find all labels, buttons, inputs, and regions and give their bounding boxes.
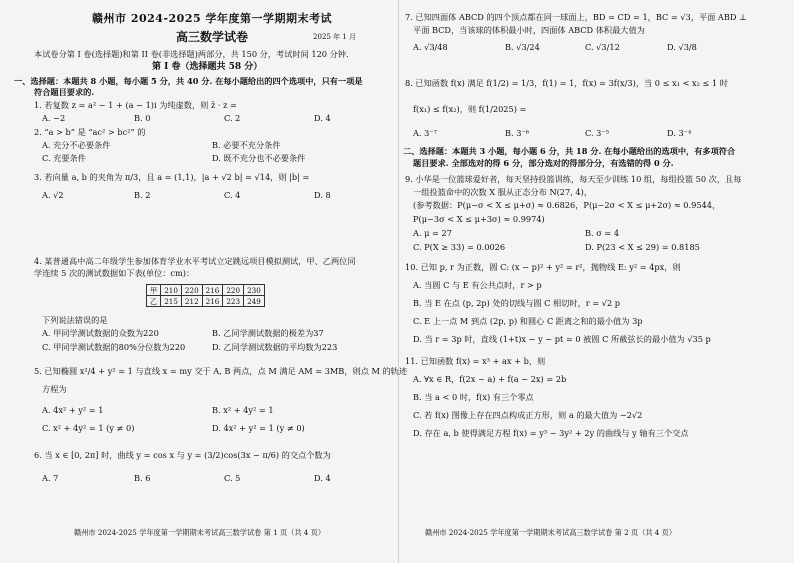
table-cell: 212 [181, 296, 202, 307]
q4-stem-cont: 学连续 5 次的测试数据如下表(单位：cm)： [34, 268, 195, 278]
table-cell: 220 [223, 285, 244, 296]
table-cell: 216 [202, 296, 223, 307]
q8-stem: 8. 已知函数 f(x) 满足 f(1/2) = 1/3，f(1) = 1，f(x) = 3f(x/3)，当 0 ≤ x₁ < x₂ ≤ 1 时 [405, 78, 728, 88]
q5-stem-cont: 方程为 [42, 384, 67, 394]
q8-option-c[interactable]: C. 3⁻⁵ [585, 128, 609, 138]
q5-stem: 5. 已知椭圆 x²/4 + y² = 1 与直线 x = my 交于 A, B 两点，点 M 满足 AM = 3MB，则点 M 的轨迹 [34, 366, 408, 376]
q3-option-b[interactable]: B. 2 [134, 190, 151, 200]
q7-option-a[interactable]: A. √3/48 [413, 42, 448, 52]
q8-option-a[interactable]: A. 3⁻⁷ [413, 128, 437, 138]
q3-stem: 3. 若向量 a, b 的夹角为 π/3，且 a = (1,1)，|a + √2 b| = √14，则 |b| = [34, 172, 310, 182]
q4-option-b[interactable]: B. 乙同学测试数据的极差为37 [212, 328, 324, 338]
q4-stem: 4. 某普通高中高二年级学生参加体育学业水平考试立定跳远项目模拟测试，甲、乙两位同 [34, 256, 356, 266]
q8-option-b[interactable]: B. 3⁻⁶ [505, 128, 530, 138]
q7-stem: 7. 已知四面体 ABCD 的四个顶点都在同一球面上，BD = CD = 1，BC = √3，平面 ABD ⊥ [405, 12, 747, 22]
q6-option-b[interactable]: B. 6 [134, 473, 151, 483]
q6-stem: 6. 当 x ∈ [0, 2π] 时，曲线 y = cos x 与 y = (3/2)cos(3x − π/6) 的交点个数为 [34, 450, 331, 460]
q9-reference: (参考数据：P(μ−σ < X ≤ μ+σ) ≈ 0.6826，P(μ−2σ < X ≤ μ+2σ) ≈ 0.9544， [413, 200, 721, 210]
table-row [147, 296, 265, 307]
q9-option-a[interactable]: A. μ = 27 [413, 228, 452, 238]
section1-heading-cont: 符合题目要求的. [34, 87, 95, 97]
q6-option-a[interactable]: A. 7 [42, 473, 59, 483]
q10-option-d[interactable]: D. 当 r = 3p 时，直线 (1+t)x − y − pt = 0 被圆 C 所截弦长的最小值为 √35 p [413, 334, 711, 344]
table-cell: 甲 [147, 285, 161, 296]
q9-stem: 9. 小华是一位篮球爱好者，每天坚持投篮训练，每天至少训练 10 组，每组投篮 50 次，且每 [405, 174, 742, 184]
instructions: 本试卷分第 I 卷(选择题)和第 II 卷(非选择题)两部分，共 150 分，考试时间 120 分钟. [34, 49, 349, 59]
table-cell: 223 [223, 296, 244, 307]
q11-option-b[interactable]: B. 当 a < 0 时，f(x) 有三个零点 [413, 392, 534, 402]
q3-option-c[interactable]: C. 4 [224, 190, 241, 200]
exam-date: 2025 年 1 月 [313, 33, 356, 41]
table-cell: 210 [161, 285, 182, 296]
q11-option-c[interactable]: C. 若 f(x) 图像上存在四点构成正方形，则 a 的最大值为 −2√2 [413, 410, 643, 420]
table-cell: 220 [181, 285, 202, 296]
q11-option-d[interactable]: D. 存在 a, b 使得满足方程 f(x) = y³ − 3y² + 2y 的曲线与 y 轴有三个交点 [413, 428, 689, 438]
q9-option-b[interactable]: B. σ = 4 [585, 228, 620, 238]
q4-option-d[interactable]: D. 乙同学测试数据的平均数为223 [212, 342, 338, 352]
q3-option-a[interactable]: A. √2 [42, 190, 64, 200]
q9-reference-cont: P(μ−3σ < X ≤ μ+3σ) ≈ 0.9974) [413, 214, 545, 224]
page-2 [405, 0, 765, 563]
section2-heading-cont: 题目要求. 全部选对的得 6 分，部分选对的得部分分，有选错的得 0 分. [413, 158, 674, 168]
q2-option-b[interactable]: B. 必要不充分条件 [212, 140, 281, 150]
q7-option-b[interactable]: B. √3/24 [505, 42, 540, 52]
q10-option-c[interactable]: C. E 上一点 M 到点 (2p, p) 和圆心 C 距离之和的最小值为 3p [413, 316, 643, 326]
q10-option-a[interactable]: A. 当圆 C 与 E 有公共点时，r > p [413, 280, 542, 290]
q5-option-d[interactable]: D. 4x² + y² = 1 (y ≠ 0) [212, 423, 305, 433]
q8-stem-cont: f(x₁) ≤ f(x₂)，则 f(1/2025) = [413, 104, 527, 114]
q1-stem: 1. 若复数 z = a² − 1 + (a − 1)i 为纯虚数，则 z̄ · z = [34, 100, 237, 110]
q7-option-d[interactable]: D. √3/8 [667, 42, 697, 52]
exam-title: 赣州市 2024-2025 学年度第一学期期末考试 [92, 12, 332, 25]
q9-option-d[interactable]: D. P(23 < X ≤ 29) = 0.8185 [585, 242, 700, 252]
table-cell: 215 [161, 296, 182, 307]
table-cell: 乙 [147, 296, 161, 307]
page-1 [14, 0, 408, 563]
q1-option-b[interactable]: B. 0 [134, 113, 151, 123]
q6-option-d[interactable]: D. 4 [314, 473, 331, 483]
q4-question: 下列说法错误的是 [42, 315, 108, 325]
q7-option-c[interactable]: C. √3/12 [585, 42, 620, 52]
table-cell: 216 [202, 285, 223, 296]
q10-stem: 10. 已知 p, r 为正数，圆 C: (x − p)² + y² = r²，抛物线 E: y² = 4px，则 [405, 262, 681, 272]
q5-option-a[interactable]: A. 4x² + y² = 1 [42, 405, 104, 415]
q2-option-c[interactable]: C. 充要条件 [42, 153, 86, 163]
q10-option-b[interactable]: B. 当 E 在点 (p, 2p) 处的切线与圆 C 相切时，r = √2 p [413, 298, 621, 308]
q5-option-b[interactable]: B. x² + 4y² = 1 [212, 405, 274, 415]
table-cell: 230 [244, 285, 265, 296]
q2-option-a[interactable]: A. 充分不必要条件 [42, 140, 111, 150]
section2-heading: 二、选择题：本题共 3 小题，每小题 6 分，共 18 分. 在每小题给出的选项中，有多项符合 [403, 146, 736, 156]
q11-stem: 11. 已知函数 f(x) = x³ + ax + b，则 [405, 356, 546, 366]
q9-option-c[interactable]: C. P(X ≥ 33) = 0.0026 [413, 242, 506, 252]
q9-stem-cont: 一组投篮命中的次数 X 服从正态分布 N(27, 4)， [413, 187, 593, 197]
q7-stem-cont: 平面 BCD，当该球的体积最小时，四面体 ABCD 体积最大值为 [413, 25, 645, 35]
exam-subtitle: 高三数学试卷 [175, 30, 248, 44]
table-row [147, 285, 265, 296]
q3-option-d[interactable]: D. 8 [314, 190, 331, 200]
q6-option-c[interactable]: C. 5 [224, 473, 241, 483]
part1-title: 第 I 卷（选择题共 58 分） [152, 62, 263, 72]
section1-heading: 一、选择题：本题共 8 小题，每小题 5 分，共 40 分. 在每小题给出的四个选项中，只有一项是 [14, 76, 363, 86]
q11-option-a[interactable]: A. ∀x ∈ R，f(2x − a) + f(a − 2x) = 2b [413, 374, 567, 384]
q1-option-a[interactable]: A. −2 [42, 113, 66, 123]
q1-option-d[interactable]: D. 4 [314, 113, 331, 123]
q1-option-c[interactable]: C. 2 [224, 113, 241, 123]
q8-option-d[interactable]: D. 3⁻⁴ [667, 128, 692, 138]
q2-stem: 2. “a > b” 是 “ac² > bc²” 的 [34, 127, 146, 137]
page-footer-right: 赣州市 2024-2025 学年度第一学期期末考试高三数学试卷 第 2 页（共 4 页） [425, 528, 677, 537]
q4-option-a[interactable]: A. 甲同学测试数据的众数为220 [42, 328, 159, 338]
q2-option-d[interactable]: D. 既不充分也不必要条件 [212, 153, 306, 163]
q5-option-c[interactable]: C. x² + 4y² = 1 (y ≠ 0) [42, 423, 135, 433]
table-cell: 249 [244, 296, 265, 307]
page-divider [398, 0, 399, 563]
q4-option-c[interactable]: C. 甲同学测试数据的80%分位数为220 [42, 342, 186, 352]
page-footer-left: 赣州市 2024-2025 学年度第一学期期末考试高三数学试卷 第 1 页（共 4 页） [74, 528, 326, 537]
q4-score-table [146, 284, 265, 307]
